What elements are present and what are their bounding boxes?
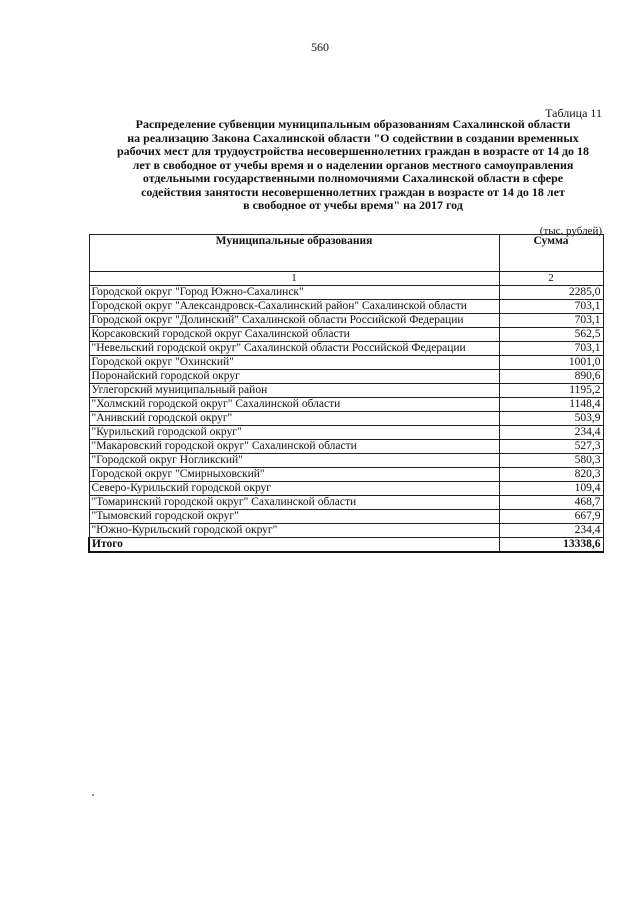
- subsidy-amount: 703,1: [499, 342, 603, 356]
- subsidy-amount: 562,5: [499, 328, 603, 342]
- municipality-name: Городской округ "Александровск-Сахалинский район" Сахалинской области: [89, 300, 499, 314]
- municipality-name: Углегорский муниципальный район: [89, 384, 499, 398]
- municipality-name: Городской округ "Город Южно-Сахалинск": [89, 286, 499, 300]
- table-label: Таблица 11: [545, 106, 602, 120]
- municipality-name: Городской округ "Смирныховский": [89, 468, 499, 482]
- subsidy-amount: 667,9: [499, 510, 603, 524]
- heading-line: содействия занятости несовершеннолетних граждан в возрасте от 14 до 18 лет: [141, 184, 565, 199]
- header-municipality: Муниципальные образования: [89, 235, 499, 272]
- subsidy-table: [88, 234, 604, 553]
- table-row: [89, 468, 603, 482]
- page-number: 560: [311, 40, 329, 54]
- column-number-row: [89, 272, 603, 286]
- municipality-name: "Тымовский городской округ": [89, 510, 499, 524]
- table-row: [89, 398, 603, 412]
- municipality-name: Северо-Курильский городской округ: [89, 482, 499, 496]
- table-header-row: [89, 235, 603, 272]
- municipality-name: Корсаковский городской округ Сахалинской области: [89, 328, 499, 342]
- header-amount: Сумма: [499, 235, 603, 272]
- table-row: [89, 426, 603, 440]
- total-label: Итого: [89, 538, 499, 553]
- units-note: (тыс. рублей): [539, 225, 602, 237]
- municipality-name: "Томаринский городской округ" Сахалинской области: [89, 496, 499, 510]
- subsidy-amount: 527,3: [499, 440, 603, 454]
- table-row: [89, 496, 603, 510]
- municipality-name: "Южно-Курильский городской округ": [89, 524, 499, 538]
- municipality-name: Городской округ "Долинский" Сахалинской области Российской Федерации: [89, 314, 499, 328]
- column-number-1: 1: [89, 272, 499, 286]
- table-row: [89, 384, 603, 398]
- table-row: [89, 356, 603, 370]
- municipality-name: "Невельский городской округ" Сахалинской области Российской Федерации: [89, 342, 499, 356]
- subsidy-amount: 1001,0: [499, 356, 603, 370]
- total-row: [89, 538, 603, 553]
- subsidy-amount: 703,1: [499, 314, 603, 328]
- subsidy-amount: 580,3: [499, 454, 603, 468]
- subsidy-amount: 468,7: [499, 496, 603, 510]
- document-heading: [98, 118, 608, 213]
- subsidy-amount: 890,6: [499, 370, 603, 384]
- subsidy-amount: 234,4: [499, 524, 603, 538]
- municipality-name: "Городской округ Ногликский": [89, 454, 499, 468]
- subsidy-amount: 1148,4: [499, 398, 603, 412]
- table-row: [89, 482, 603, 496]
- column-number-2: 2: [499, 272, 603, 286]
- municipality-name: "Холмский городской округ" Сахалинской области: [89, 398, 499, 412]
- municipality-name: "Курильский городской округ": [89, 426, 499, 440]
- subsidy-amount: 234,4: [499, 426, 603, 440]
- table-row: [89, 454, 603, 468]
- municipality-name: "Анивский городской округ": [89, 412, 499, 426]
- heading-line: отдельными государственными полномочиями Сахалинской области в сфере: [142, 171, 564, 185]
- subsidy-amount: 109,4: [499, 482, 603, 496]
- table-row: [89, 328, 603, 342]
- table-row: [89, 370, 603, 384]
- table-row: [89, 342, 603, 356]
- heading-line: на реализацию Закона Сахалинской области "О содействии в создании временных: [127, 130, 579, 145]
- municipality-name: "Макаровский городской округ" Сахалинской области: [89, 440, 499, 454]
- table-row: [89, 300, 603, 314]
- municipality-name: Поронайский городской округ: [89, 370, 499, 384]
- heading-line: лет в свободное от учебы время и о наделении органов местного самоуправления: [132, 157, 574, 172]
- subsidy-amount: 820,3: [499, 468, 603, 482]
- subsidy-amount: 2285,0: [499, 286, 603, 300]
- table-row: [89, 510, 603, 524]
- heading-line: в свободное от учебы время" на 2017 год: [243, 198, 463, 212]
- subsidy-amount: 703,1: [499, 300, 603, 314]
- table-row: [89, 412, 603, 426]
- subsidy-amount: 1195,2: [499, 384, 603, 398]
- table-row: [89, 524, 603, 538]
- table-row: [89, 440, 603, 454]
- heading-line: рабочих мест для трудоустройства несовершеннолетних граждан в возрасте от 14 до 18: [116, 144, 590, 158]
- municipality-name: Городской округ "Охинский": [89, 356, 499, 370]
- table-row: [89, 286, 603, 300]
- heading-line: Распределение субвенции муниципальным образованиям Сахалинской области: [135, 117, 571, 131]
- table-row: [89, 314, 603, 328]
- total-amount: 13338,6: [499, 538, 603, 553]
- subsidy-amount: 503,9: [499, 412, 603, 426]
- scan-dot: [92, 794, 94, 796]
